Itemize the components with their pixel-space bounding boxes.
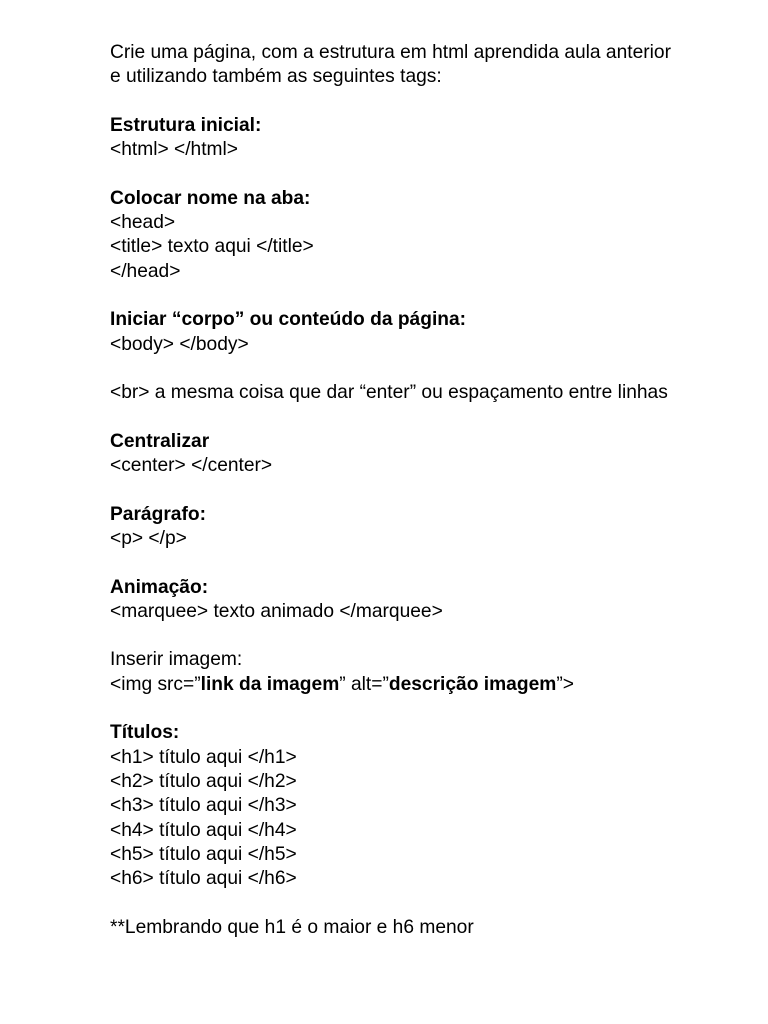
section-heading-titulos: Títulos:: [110, 722, 180, 744]
section-heading-centralizar: Centralizar: [110, 430, 210, 452]
code-line-h5: <h5> título aqui </h5>: [110, 843, 297, 865]
code-line-p: <p> </p>: [110, 527, 187, 549]
section-heading-imagem: Inserir imagem:: [110, 649, 243, 671]
code-line-h3: <h3> título aqui </h3>: [110, 795, 297, 817]
code-line-head-open: <head>: [110, 212, 176, 234]
spacer: [110, 697, 750, 721]
spacer: [110, 90, 750, 114]
img-code-part: <img src=”: [110, 673, 201, 695]
code-line-h2: <h2> título aqui </h2>: [110, 770, 297, 792]
code-line-h1: <h1> título aqui </h1>: [110, 746, 297, 768]
section-heading-estrutura: Estrutura inicial:: [110, 114, 262, 136]
spacer: [110, 162, 750, 186]
footer-note: **Lembrando que h1 é o maior e h6 menor: [110, 916, 474, 938]
intro-line-2: e utilizando também as seguintes tags:: [110, 66, 442, 88]
code-line-h4: <h4> título aqui </h4>: [110, 819, 297, 841]
spacer: [110, 357, 750, 381]
spacer: [110, 891, 750, 915]
document-page: [110, 41, 750, 940]
code-line-title: <title> texto aqui </title>: [110, 236, 314, 258]
img-code-part: ”>: [556, 673, 574, 695]
spacer: [110, 284, 750, 308]
img-code-part: ” alt=”: [339, 673, 389, 695]
code-line-marquee: <marquee> texto animado </marquee>: [110, 600, 443, 622]
code-line-html: <html> </html>: [110, 139, 238, 161]
code-line-img: [110, 673, 750, 697]
code-line-h6: <h6> título aqui </h6>: [110, 868, 297, 890]
section-heading-aba: Colocar nome na aba:: [110, 187, 311, 209]
br-description: <br> a mesma coisa que dar “enter” ou espaçamento entre linhas: [110, 382, 668, 404]
section-heading-paragrafo: Parágrafo:: [110, 503, 206, 525]
section-heading-animacao: Animação:: [110, 576, 209, 598]
img-code-alt-value: descrição imagem: [388, 673, 557, 695]
section-heading-corpo: Iniciar “corpo” ou conteúdo da página:: [110, 309, 467, 331]
code-line-center: <center> </center>: [110, 455, 273, 477]
img-code-src-value: link da imagem: [200, 673, 340, 695]
intro-line-1: Crie uma página, com a estrutura em html aprendida aula anterior: [110, 42, 671, 63]
spacer: [110, 405, 750, 429]
spacer: [110, 478, 750, 502]
spacer: [110, 624, 750, 648]
code-line-head-close: </head>: [110, 260, 181, 282]
code-line-body: <body> </body>: [110, 333, 249, 355]
spacer: [110, 551, 750, 575]
